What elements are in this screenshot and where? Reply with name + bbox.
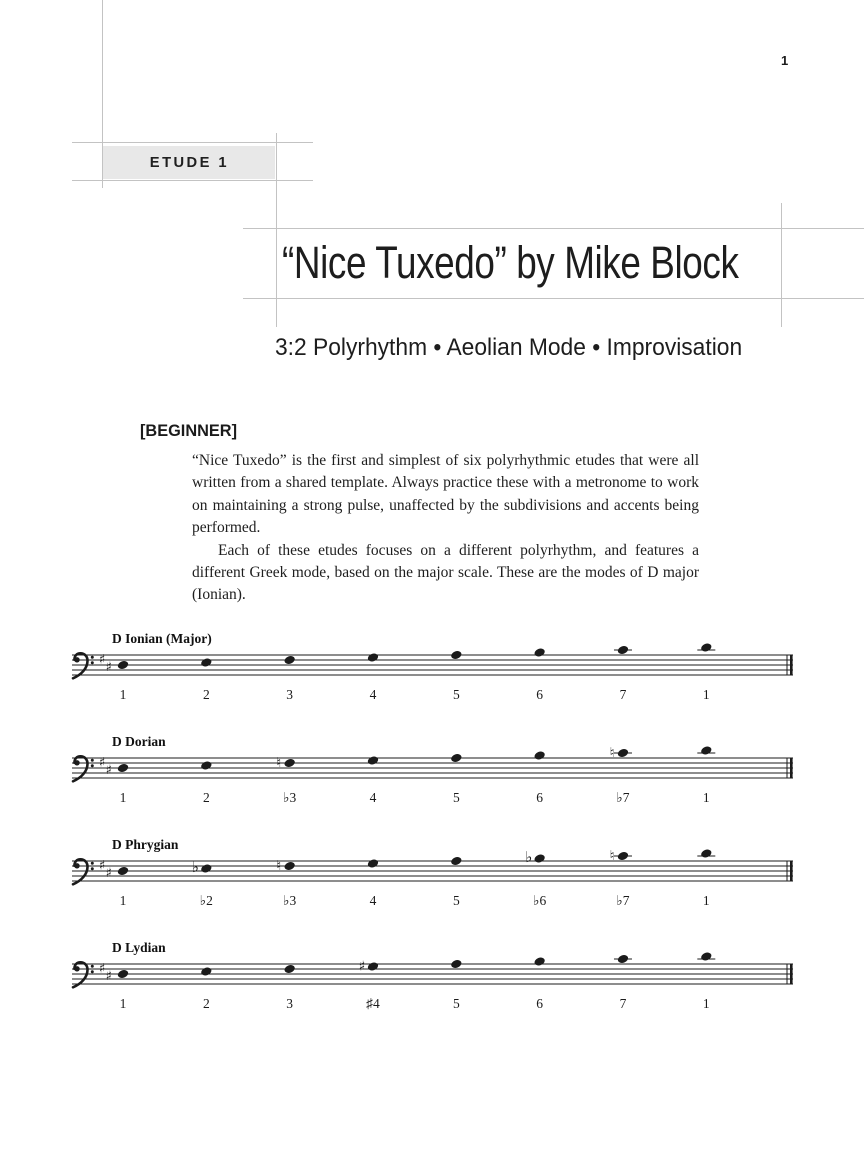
accidental-flat-icon: ♭	[525, 848, 533, 866]
accidental-flat-icon: ♭	[191, 858, 199, 876]
degree-label: 1	[702, 687, 710, 702]
degree-label: 2	[202, 790, 210, 805]
note-head	[450, 650, 463, 661]
note-head	[117, 763, 130, 774]
note-head	[617, 748, 630, 759]
note-head	[283, 964, 296, 975]
note-head	[367, 961, 380, 972]
note-head	[283, 861, 296, 872]
degree-label: 2	[202, 996, 210, 1011]
grid-line-vertical-right	[781, 203, 782, 327]
note-head	[367, 755, 380, 766]
degree-label: 4	[369, 790, 377, 805]
body-text	[192, 450, 699, 607]
degree-label: 7	[619, 687, 627, 702]
degree-label: 1	[119, 687, 127, 702]
degree-label: ♭6	[533, 893, 547, 908]
note-head	[700, 951, 713, 962]
bass-clef-icon	[73, 653, 94, 678]
paragraph: “Nice Tuxedo” is the first and simplest of six polyrhythmic etudes that were all written from a shared template. Always practice these with a metronome to work on maintaining a strong pulse, unaffected by the subdivisions and accents being performed.	[192, 452, 699, 537]
scale-label: D Lydian	[112, 940, 166, 955]
degree-label: 1	[702, 893, 710, 908]
degree-label: ♭3	[283, 893, 297, 908]
degree-label: 5	[452, 687, 460, 702]
degree-label: 6	[536, 687, 544, 702]
etude-banner-label: ETUDE 1	[149, 154, 229, 171]
note-head	[617, 645, 630, 656]
staff-svg	[66, 738, 796, 808]
degree-label: ♭2	[199, 893, 213, 908]
note-head	[200, 760, 213, 771]
staff-svg	[66, 944, 796, 1014]
note-head	[367, 652, 380, 663]
key-signature-sharp-icon: ♯	[105, 866, 112, 881]
degree-label: 4	[369, 893, 377, 908]
accidental-sharp-icon: ♯	[358, 958, 366, 975]
note-head	[617, 851, 630, 862]
note-head	[533, 956, 546, 967]
bass-clef-icon	[73, 962, 94, 987]
scale-label: D Ionian (Major)	[112, 631, 212, 646]
degree-label: 6	[536, 790, 544, 805]
note-head	[617, 954, 630, 965]
key-signature-sharp-icon: ♯	[98, 652, 106, 668]
note-head	[450, 753, 463, 764]
degree-label: 3	[286, 996, 294, 1011]
degree-label: 3	[286, 687, 294, 702]
degree-label: 5	[452, 893, 460, 908]
degree-label: 1	[702, 996, 710, 1011]
grid-line-above-title	[243, 228, 864, 229]
key-signature-sharp-icon: ♯	[98, 961, 106, 977]
bass-clef-icon	[73, 756, 94, 781]
note-head	[700, 745, 713, 756]
note-head	[117, 660, 130, 671]
accidental-natural-icon: ♮	[609, 745, 615, 761]
degree-label: 2	[202, 687, 210, 702]
scale-label: D Phrygian	[112, 837, 179, 852]
note-head	[700, 642, 713, 653]
key-signature-sharp-icon: ♯	[98, 755, 106, 771]
key-signature-sharp-icon: ♯	[105, 660, 112, 675]
note-head	[117, 969, 130, 980]
note-head	[200, 863, 213, 874]
page-number: 1	[781, 53, 789, 68]
key-signature-sharp-icon: ♯	[98, 858, 106, 874]
key-signature-sharp-icon: ♯	[105, 969, 112, 984]
note-head	[533, 750, 546, 761]
note-head	[533, 853, 546, 864]
degree-label: 1	[119, 893, 127, 908]
scale-label: D Dorian	[112, 734, 166, 749]
grid-line-below-title	[243, 298, 864, 299]
note-head	[283, 655, 296, 666]
staff-svg	[66, 635, 796, 705]
note-head	[117, 866, 130, 877]
page-subtitle: 3:2 Polyrhythm • Aeolian Mode • Improvisation	[275, 334, 743, 361]
paragraph: Each of these etudes focuses on a different polyrhythm, and features a different Greek mode, based on the major scale. These are the modes of D major (Ionian).	[192, 541, 699, 604]
page-title: “Nice Tuxedo” by Mike Block	[282, 237, 739, 288]
accidental-natural-icon: ♮	[276, 858, 282, 874]
degree-label: 4	[369, 687, 377, 702]
note-head	[700, 848, 713, 859]
key-signature-sharp-icon: ♯	[105, 763, 112, 778]
note-head	[200, 657, 213, 668]
note-head	[367, 858, 380, 869]
note-head	[533, 647, 546, 658]
note-head	[200, 966, 213, 977]
degree-label: ♭7	[616, 790, 630, 805]
level-tag: [BEGINNER]	[140, 421, 238, 440]
degree-label: 1	[702, 790, 710, 805]
degree-label: 6	[536, 996, 544, 1011]
degree-label: ♯4	[366, 996, 380, 1011]
staff-svg	[66, 841, 796, 911]
degree-label: ♭3	[283, 790, 297, 805]
bass-clef-icon	[73, 859, 94, 884]
accidental-natural-icon: ♮	[276, 755, 282, 771]
degree-label: 1	[119, 996, 127, 1011]
note-head	[283, 758, 296, 769]
etude-banner	[103, 146, 275, 179]
accidental-natural-icon: ♮	[609, 848, 615, 864]
degree-label: 7	[619, 996, 627, 1011]
note-head	[450, 959, 463, 970]
degree-label: 5	[452, 790, 460, 805]
degree-label: 1	[119, 790, 127, 805]
degree-label: ♭7	[616, 893, 630, 908]
note-head	[450, 856, 463, 867]
degree-label: 5	[452, 996, 460, 1011]
